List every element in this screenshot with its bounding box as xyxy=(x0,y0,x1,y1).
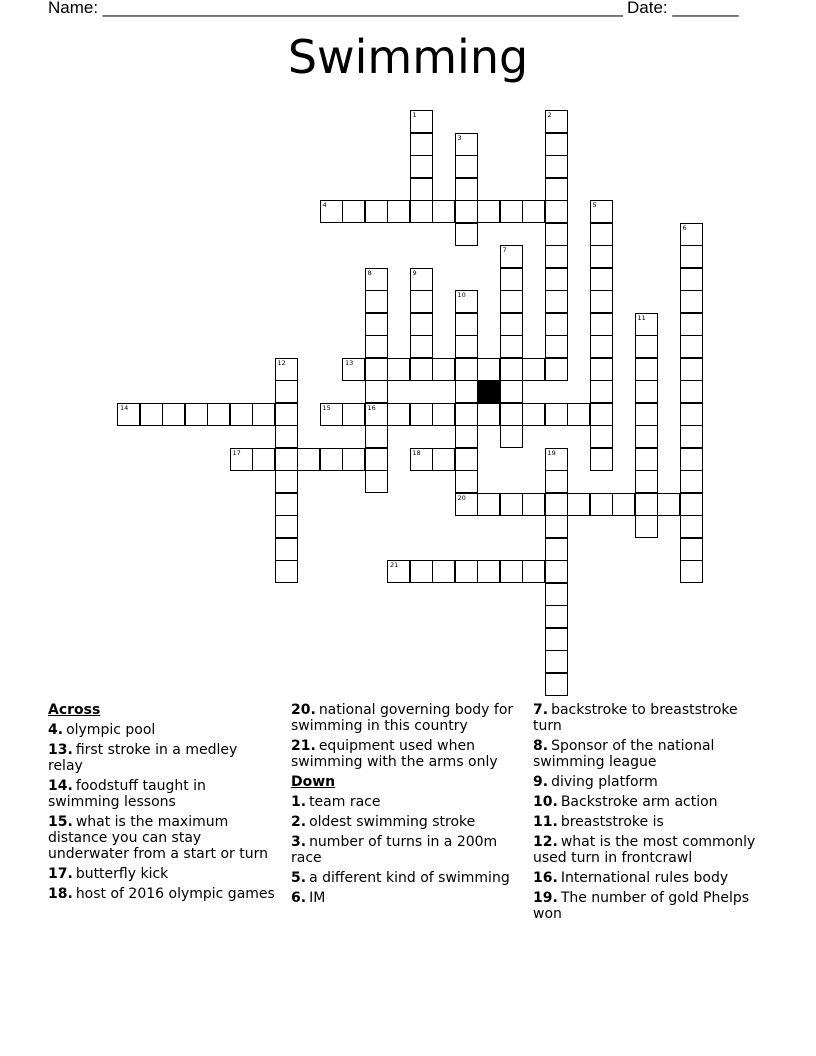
clue-across-14 xyxy=(48,778,276,810)
crossword-cell[interactable] xyxy=(252,403,275,426)
cell-number: 4 xyxy=(322,201,327,209)
page-title: Swimming xyxy=(287,30,529,84)
crossword-cell[interactable] xyxy=(455,155,478,178)
crossword-cell[interactable] xyxy=(365,268,388,291)
clue-text: foodstuff taught in swimming lessons xyxy=(48,778,206,810)
cell-number: 21 xyxy=(390,561,399,569)
crossword-cell[interactable] xyxy=(680,560,703,583)
crossword-cell[interactable] xyxy=(522,200,545,223)
crossword-cell[interactable] xyxy=(545,155,568,178)
crossword-cell[interactable] xyxy=(387,200,410,223)
clue-number: 5. xyxy=(291,870,307,886)
crossword-cell[interactable] xyxy=(635,425,658,448)
crossword-cell[interactable] xyxy=(455,425,478,448)
clue-text: national governing body for swimming in this country xyxy=(291,702,514,734)
clue-column-3 xyxy=(533,702,763,926)
crossword-cell[interactable] xyxy=(680,268,703,291)
cell-number: 17 xyxy=(232,448,241,457)
clue-text: Backstroke arm action xyxy=(560,794,718,810)
crossword-cell[interactable] xyxy=(545,560,568,583)
clue-across-15 xyxy=(48,814,276,862)
cell-number: 20 xyxy=(457,493,466,502)
crossword-cell[interactable] xyxy=(455,133,478,156)
crossword-cell[interactable] xyxy=(320,448,343,471)
cell-number: 2 xyxy=(547,111,552,119)
crossword-cell[interactable] xyxy=(365,290,388,313)
black-square xyxy=(477,380,500,403)
crossword-cell[interactable] xyxy=(635,403,658,426)
crossword-cell[interactable] xyxy=(432,403,455,426)
crossword-cell[interactable] xyxy=(320,200,343,223)
clue-across-20 xyxy=(291,702,519,734)
clue-down-10 xyxy=(533,794,763,810)
clue-number: 17. xyxy=(48,866,73,882)
clue-down-8 xyxy=(533,738,763,770)
crossword-cell[interactable] xyxy=(590,425,613,448)
crossword-cell[interactable] xyxy=(432,560,455,583)
crossword-cell[interactable] xyxy=(365,200,388,223)
cell-number: 16 xyxy=(367,403,376,412)
crossword-cell[interactable] xyxy=(297,448,320,471)
crossword-cell[interactable] xyxy=(545,583,568,606)
crossword-cell[interactable] xyxy=(410,448,433,471)
crossword-cell[interactable] xyxy=(500,245,523,268)
crossword-cell[interactable] xyxy=(522,493,545,516)
crossword-cell[interactable] xyxy=(680,380,703,403)
crossword-cell[interactable] xyxy=(590,245,613,268)
crossword-cell[interactable] xyxy=(455,493,478,516)
crossword-cell[interactable] xyxy=(365,470,388,493)
clue-number: 18. xyxy=(48,886,73,902)
crossword-cell[interactable] xyxy=(410,313,433,336)
crossword-cell[interactable] xyxy=(275,515,298,538)
clue-text: what is the maximum distance you can stay underwater from a start or turn xyxy=(48,814,268,862)
crossword-cell[interactable] xyxy=(342,403,365,426)
crossword-cell[interactable] xyxy=(410,133,433,156)
crossword-cell[interactable] xyxy=(590,335,613,358)
crossword-cell[interactable] xyxy=(500,290,523,313)
name-line: Name: _______________________________________________________ xyxy=(48,0,623,17)
crossword-cell[interactable] xyxy=(455,448,478,471)
crossword-cell[interactable] xyxy=(545,335,568,358)
crossword-cell[interactable] xyxy=(545,245,568,268)
crossword-cell[interactable] xyxy=(635,380,658,403)
crossword-cell[interactable] xyxy=(477,403,500,426)
crossword-cell[interactable] xyxy=(432,200,455,223)
crossword-cell[interactable] xyxy=(567,403,590,426)
crossword-cell[interactable] xyxy=(342,358,365,381)
crossword-cell[interactable] xyxy=(410,200,433,223)
crossword-cell[interactable] xyxy=(500,403,523,426)
clue-number: 20. xyxy=(291,702,316,718)
clue-text: oldest swimming stroke xyxy=(309,814,476,830)
cell-number: 8 xyxy=(367,268,372,277)
crossword-cell[interactable] xyxy=(365,335,388,358)
crossword-cell[interactable] xyxy=(680,245,703,268)
crossword-cell[interactable] xyxy=(477,200,500,223)
clue-text: what is the most commonly used turn in frontcrawl xyxy=(533,834,756,866)
crossword-cell[interactable] xyxy=(545,110,568,133)
crossword-cell[interactable] xyxy=(590,448,613,471)
clue-text: team race xyxy=(309,794,381,810)
crossword-cell[interactable] xyxy=(432,448,455,471)
crossword-cell[interactable] xyxy=(545,650,568,673)
crossword-cell[interactable] xyxy=(185,403,208,426)
crossword-cell[interactable] xyxy=(680,403,703,426)
crossword-cell[interactable] xyxy=(275,493,298,516)
crossword-cell[interactable] xyxy=(545,493,568,516)
clue-down-11 xyxy=(533,814,763,830)
crossword-cell[interactable] xyxy=(522,560,545,583)
crossword-cell[interactable] xyxy=(432,358,455,381)
crossword-cell[interactable] xyxy=(455,223,478,246)
cell-number: 18 xyxy=(412,448,421,457)
crossword-cell[interactable] xyxy=(522,358,545,381)
crossword-cell[interactable] xyxy=(500,425,523,448)
crossword-cell[interactable] xyxy=(477,493,500,516)
crossword-cell[interactable] xyxy=(365,358,388,381)
clue-text: butterfly kick xyxy=(75,866,169,882)
crossword-cell[interactable] xyxy=(275,538,298,561)
crossword-cell[interactable] xyxy=(230,403,253,426)
crossword-cell[interactable] xyxy=(545,358,568,381)
clue-text: The number of gold Phelps won xyxy=(533,890,750,922)
clue-down-7 xyxy=(533,702,763,734)
crossword-cell[interactable] xyxy=(590,313,613,336)
crossword-cell[interactable] xyxy=(680,470,703,493)
crossword-cell[interactable] xyxy=(590,223,613,246)
crossword-cell[interactable] xyxy=(545,673,568,696)
cell-number: 3 xyxy=(457,133,462,142)
crossword-cell[interactable] xyxy=(545,515,568,538)
crossword-cell[interactable] xyxy=(545,223,568,246)
crossword-cell[interactable] xyxy=(410,403,433,426)
crossword-cell[interactable] xyxy=(477,358,500,381)
crossword-cell[interactable] xyxy=(500,200,523,223)
crossword-cell[interactable] xyxy=(455,403,478,426)
crossword-cell[interactable] xyxy=(162,403,185,426)
crossword-cell[interactable] xyxy=(410,110,433,133)
clue-number: 2. xyxy=(291,814,307,830)
crossword-cell[interactable] xyxy=(590,290,613,313)
crossword-cell[interactable] xyxy=(275,403,298,426)
clue-across-18 xyxy=(48,886,276,902)
crossword-cell[interactable] xyxy=(545,403,568,426)
clue-text: backstroke to breaststroke turn xyxy=(533,702,738,734)
crossword-cell[interactable] xyxy=(455,380,478,403)
crossword-cell[interactable] xyxy=(635,493,658,516)
down-heading: Down xyxy=(291,774,336,790)
crossword-cell[interactable] xyxy=(342,200,365,223)
crossword-cell[interactable] xyxy=(455,470,478,493)
crossword-cell[interactable] xyxy=(387,403,410,426)
crossword-cell[interactable] xyxy=(635,470,658,493)
clue-down-1 xyxy=(291,794,519,810)
crossword-cell[interactable] xyxy=(680,223,703,246)
clue-down-19 xyxy=(533,890,763,922)
crossword-cell[interactable] xyxy=(117,403,140,426)
crossword-cell[interactable] xyxy=(635,358,658,381)
crossword-cell[interactable] xyxy=(545,313,568,336)
crossword-cell[interactable] xyxy=(410,335,433,358)
crossword-cell[interactable] xyxy=(410,290,433,313)
crossword-cell[interactable] xyxy=(545,448,568,471)
crossword-cell[interactable] xyxy=(545,605,568,628)
clue-down-12 xyxy=(533,834,763,866)
crossword-cell[interactable] xyxy=(635,313,658,336)
crossword-cell[interactable] xyxy=(680,358,703,381)
crossword-cell[interactable] xyxy=(545,470,568,493)
crossword-cell[interactable] xyxy=(612,493,635,516)
crossword-cell[interactable] xyxy=(275,470,298,493)
crossword-cell[interactable] xyxy=(410,268,433,291)
cell-number: 11 xyxy=(637,313,646,322)
crossword-cell[interactable] xyxy=(500,313,523,336)
crossword-cell[interactable] xyxy=(455,313,478,336)
crossword-cell[interactable] xyxy=(680,313,703,336)
crossword-cell[interactable] xyxy=(545,538,568,561)
clue-across-21 xyxy=(291,738,519,770)
crossword-cell[interactable] xyxy=(140,403,163,426)
crossword-cell[interactable] xyxy=(365,448,388,471)
clue-number: 16. xyxy=(533,870,558,886)
cell-number: 14 xyxy=(120,403,129,412)
clue-number: 7. xyxy=(533,702,549,718)
crossword-cell[interactable] xyxy=(455,358,478,381)
clue-number: 21. xyxy=(291,738,316,754)
clue-number: 9. xyxy=(533,774,549,790)
crossword-cell[interactable] xyxy=(500,335,523,358)
crossword-cell[interactable] xyxy=(567,493,590,516)
crossword-cell[interactable] xyxy=(275,425,298,448)
clue-across-13 xyxy=(48,742,276,774)
crossword-cell[interactable] xyxy=(500,380,523,403)
crossword-cell[interactable] xyxy=(590,268,613,291)
crossword-cell[interactable] xyxy=(410,155,433,178)
crossword-cell[interactable] xyxy=(230,448,253,471)
clue-number: 1. xyxy=(291,794,307,810)
clue-down-5 xyxy=(291,870,519,886)
crossword-cell[interactable] xyxy=(500,493,523,516)
crossword-cell[interactable] xyxy=(545,628,568,651)
crossword-cell[interactable] xyxy=(252,448,275,471)
clue-down-2 xyxy=(291,814,519,830)
clue-text: number of turns in a 200m race xyxy=(291,834,498,866)
cell-number: 19 xyxy=(547,448,556,457)
crossword-cell[interactable] xyxy=(410,358,433,381)
crossword-cell[interactable] xyxy=(275,448,298,471)
crossword-cell[interactable] xyxy=(365,425,388,448)
crossword-cell[interactable] xyxy=(500,560,523,583)
clue-number: 4. xyxy=(48,722,64,738)
crossword-cell[interactable] xyxy=(365,403,388,426)
crossword-cell[interactable] xyxy=(590,403,613,426)
crossword-cell[interactable] xyxy=(545,290,568,313)
clue-number: 3. xyxy=(291,834,307,850)
cell-number: 1 xyxy=(412,111,417,119)
crossword-cell[interactable] xyxy=(680,425,703,448)
crossword-cell[interactable] xyxy=(455,560,478,583)
crossword-cell[interactable] xyxy=(680,538,703,561)
clue-number: 10. xyxy=(533,794,558,810)
clue-number: 19. xyxy=(533,890,558,906)
clue-text: breaststroke is xyxy=(560,814,664,830)
crossword-cell[interactable] xyxy=(455,335,478,358)
crossword-cell[interactable] xyxy=(590,200,613,223)
clue-number: 8. xyxy=(533,738,549,754)
clue-text: diving platform xyxy=(551,774,658,790)
clue-text: equipment used when swimming with the arms only xyxy=(291,738,498,770)
crossword-cell[interactable] xyxy=(500,268,523,291)
clue-number: 6. xyxy=(291,890,307,906)
clue-text: olympic pool xyxy=(66,722,156,738)
clue-number: 11. xyxy=(533,814,558,830)
clue-text: IM xyxy=(309,890,326,906)
clue-column-1 xyxy=(48,702,276,906)
clue-down-6 xyxy=(291,890,519,906)
clue-number: 12. xyxy=(533,834,558,850)
crossword-cell[interactable] xyxy=(387,358,410,381)
crossword-cell[interactable] xyxy=(410,560,433,583)
cell-number: 5 xyxy=(592,201,597,209)
crossword-cell[interactable] xyxy=(680,290,703,313)
crossword-cell[interactable] xyxy=(275,358,298,381)
clue-down-3 xyxy=(291,834,519,866)
crossword-cell[interactable] xyxy=(342,448,365,471)
crossword-cell[interactable] xyxy=(545,268,568,291)
crossword-cell[interactable] xyxy=(522,403,545,426)
crossword-cell[interactable] xyxy=(657,493,680,516)
crossword-cell[interactable] xyxy=(320,403,343,426)
clue-text: host of 2016 olympic games xyxy=(75,886,275,902)
clue-across-17 xyxy=(48,866,276,882)
clue-text: first stroke in a medley relay xyxy=(48,742,238,774)
cell-number: 12 xyxy=(277,358,286,367)
crossword-cell[interactable] xyxy=(680,448,703,471)
clue-down-9 xyxy=(533,774,763,790)
cell-number: 13 xyxy=(345,358,354,367)
crossword-cell[interactable] xyxy=(635,448,658,471)
clue-down-16 xyxy=(533,870,763,886)
crossword-cell[interactable] xyxy=(590,380,613,403)
cell-number: 9 xyxy=(412,268,417,277)
clue-text: Sponsor of the national swimming league xyxy=(533,738,715,770)
clue-text: a different kind of swimming xyxy=(309,870,510,886)
cell-number: 10 xyxy=(457,291,466,299)
clue-number: 15. xyxy=(48,814,73,830)
cell-number: 6 xyxy=(682,223,687,232)
crossword-cell[interactable] xyxy=(455,178,478,201)
crossword-cell[interactable] xyxy=(545,178,568,201)
crossword-cell[interactable] xyxy=(387,560,410,583)
across-heading: Across xyxy=(48,702,101,718)
crossword-cell[interactable] xyxy=(455,200,478,223)
crossword-cell[interactable] xyxy=(275,380,298,403)
cell-number: 7 xyxy=(502,246,507,254)
crossword-cell[interactable] xyxy=(410,178,433,201)
clue-column-2 xyxy=(291,702,519,910)
crossword-cell[interactable] xyxy=(365,380,388,403)
crossword-cell[interactable] xyxy=(680,493,703,516)
clue-across-4 xyxy=(48,722,276,738)
clue-number: 13. xyxy=(48,742,73,758)
date-line: Date: _______ xyxy=(627,0,739,17)
clue-number: 14. xyxy=(48,778,73,794)
crossword-cell[interactable] xyxy=(680,335,703,358)
crossword-cell[interactable] xyxy=(680,515,703,538)
cell-number: 15 xyxy=(322,403,331,412)
crossword-cell[interactable] xyxy=(545,133,568,156)
crossword-cell[interactable] xyxy=(500,358,523,381)
crossword-cell[interactable] xyxy=(275,560,298,583)
crossword-cell[interactable] xyxy=(590,493,613,516)
crossword-cell[interactable] xyxy=(635,335,658,358)
crossword-cell[interactable] xyxy=(635,515,658,538)
crossword-cell[interactable] xyxy=(545,200,568,223)
crossword-cell[interactable] xyxy=(477,560,500,583)
clue-text: International rules body xyxy=(560,870,729,886)
crossword-cell[interactable] xyxy=(365,313,388,336)
crossword-cell[interactable] xyxy=(207,403,230,426)
crossword-cell[interactable] xyxy=(455,290,478,313)
crossword-cell[interactable] xyxy=(590,358,613,381)
